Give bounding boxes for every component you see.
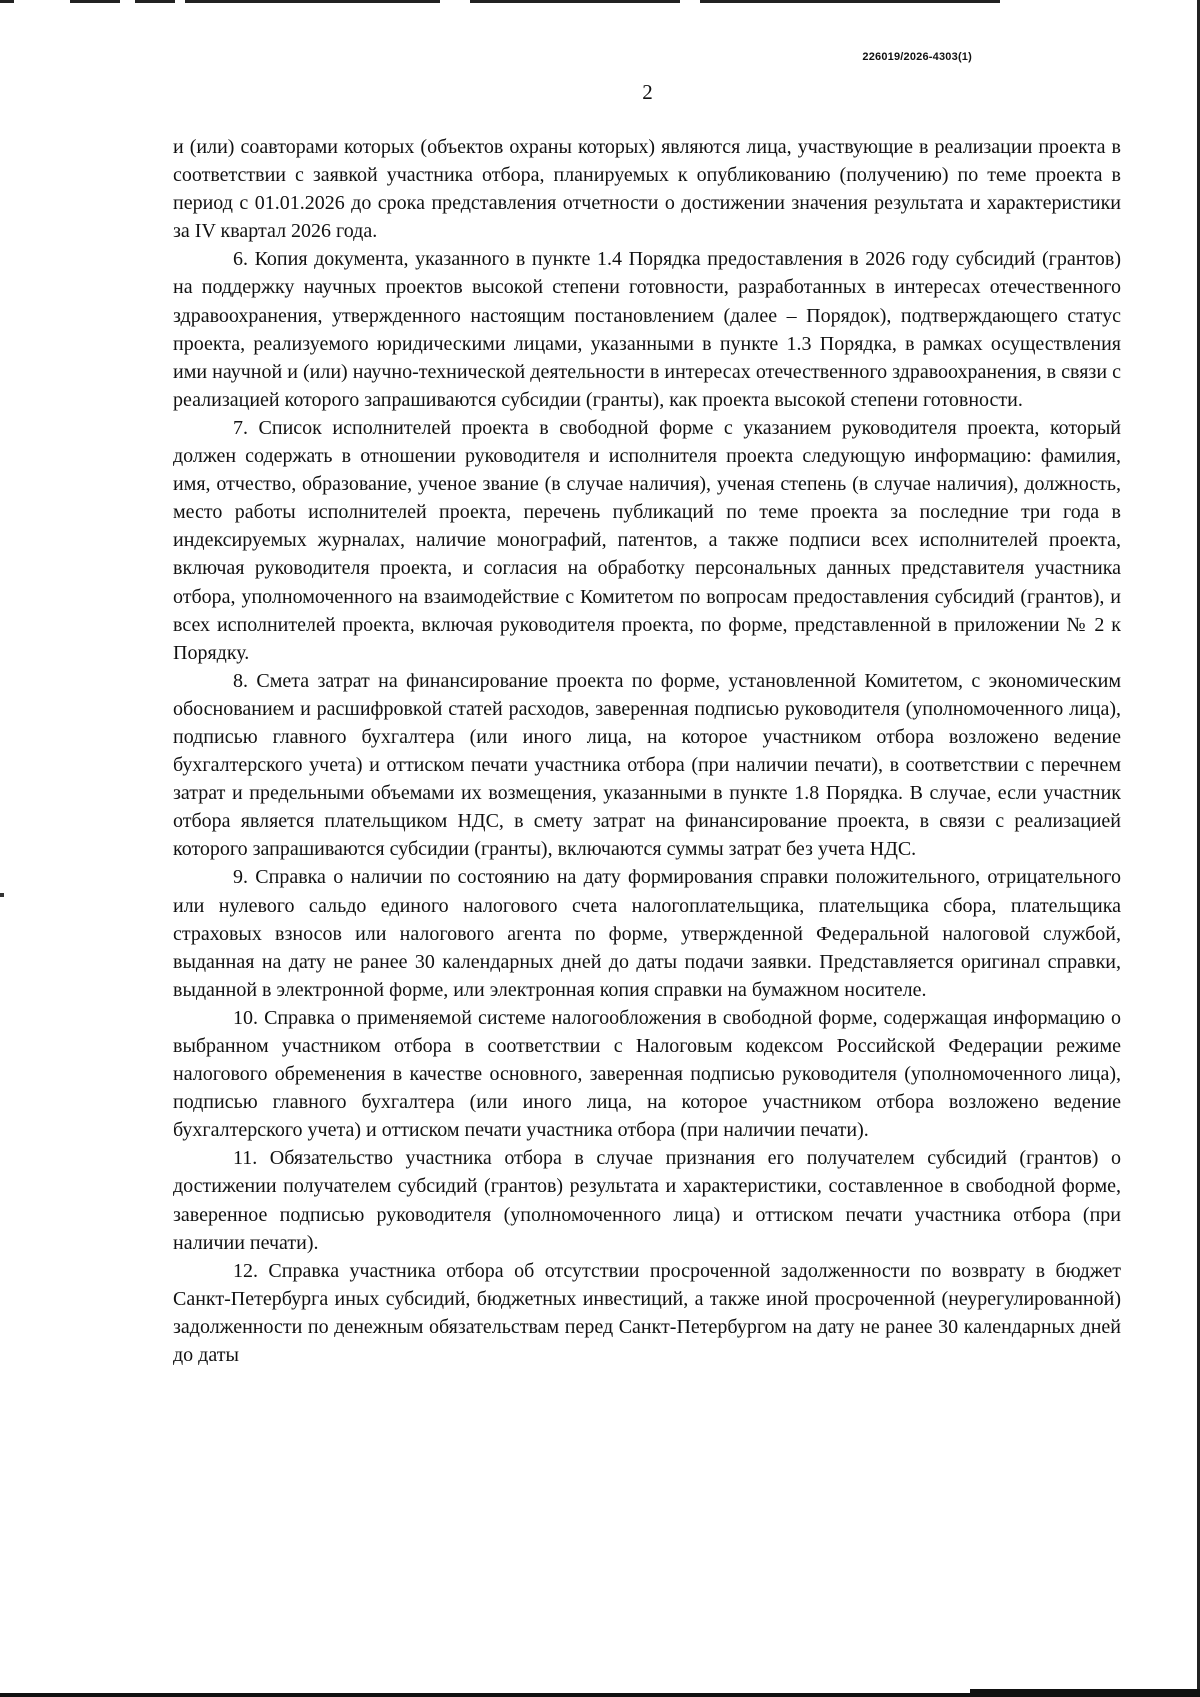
paragraph-item-12: 12. Справка участника отбора об отсутствии просроченной задолженности по возврату в бюджет Санкт-Петербурга иных субсидий, бюджетных инвестиций, а также иной просроченной (неурегулированной) задолженности по денежным обязательствам перед Санкт-Петербургом на дату не ранее 30 календарных дней до даты <box>173 1259 1121 1367</box>
paragraph-item-11: 11. Обязательство участника отбора в случае признания его получателем субсидий (грантов) о достижении получателем субсидий (грантов) результата и характеристики, составленное в свободной форме, заверенное подписью руководителя (уполномоченного лица) и оттиском печати участника отбора (при наличии печати). <box>173 1147 1121 1254</box>
paragraph-item-6: 6. Копия документа, указанного в пункте 1.4 Порядка предоставления в 2026 году субсидий (грантов) на поддержку научных проектов высокой степени готовности, разработанных в интересах отечественного здравоохранения, утвержденного настоящим постановлением (далее – Порядок), подтверждающего статус проекта, реализуемого юридическими лицами, указанными в пункте 1.3 Порядка, в рамках осуществления ими научной и (или) научно-технической деятельности в интересах отечественного здравоохранения, в связи с реализацией которого запрашиваются субсидии (гранты), как проекта высокой степени готовности. <box>173 248 1121 411</box>
paragraph-continuation: и (или) соавторами которых (объектов охраны которых) являются лица, участвующие в реализации проекта в соответствии с заявкой участника отбора, планируемых к опубликованию (получению) по теме проекта в период с 01.01.2026 до срока представления отчетности о достижении значения результата и характеристики за IV квартал 2026 года. <box>173 136 1121 243</box>
page-number: 2 <box>642 80 653 104</box>
paragraph-item-7: 7. Список исполнителей проекта в свободной форме с указанием руководителя проекта, который должен содержать в отношении руководителя и исполнителя проекта следующую информацию: фамилия, имя, отчество, образование, ученое звание (в случае наличия), ученая степень (в случае наличия), должность, место работы исполнителей проекта, перечень публикаций по теме проекта за последние три года в индексируемых журналах, наличие монографий, патентов, а также подписи всех исполнителей проекта, включая руководителя проекта, и согласия на обработку персональных данных представителя участника отбора, уполномоченного на взаимодействие с Комитетом по вопросам предоставления субсидий (грантов), и всех исполнителей проекта, включая руководителя проекта, по форме, представленной в приложении № 2 к Порядку. <box>173 416 1121 664</box>
scan-mark <box>0 893 4 897</box>
document-id: 226019/2026-4303(1) <box>862 51 972 63</box>
paragraph-item-9: 9. Справка о наличии по состоянию на дату формирования справки положительного, отрицательного или нулевого сальдо единого налогового счета налогоплательщика, плательщика сбора, плательщика страховых взносов или налогового агента по форме, утвержденной Федеральной налоговой службой, выданная на дату не ранее 30 календарных дней до даты подачи заявки. Представляется оригинал справки, выданной в электронной форме, или электронная копия справки на бумажном носителе. <box>173 866 1121 1001</box>
document-body <box>173 133 1121 1369</box>
paragraph-item-10: 10. Справка о применяемой системе налогообложения в свободной форме, содержащая информацию о выбранном участником отбора в соответствии с Налоговым кодексом Российской Федерации режиме налогового обременения в качестве основного, заверенная подписью руководителя (уполномоченного лица), подписью главного бухгалтера (или иного лица, на которое участником отбора возложено ведение бухгалтерского учета) и оттиском печати участника отбора (при наличии печати). <box>173 1006 1121 1142</box>
scan-edge-bottom <box>0 1693 1200 1697</box>
paragraph-item-8: 8. Смета затрат на финансирование проекта по форме, установленной Комитетом, с экономическим обоснованием и расшифровкой статей расходов, заверенная подписью руководителя (уполномоченного лица), подписью главного бухгалтера (или иного лица, на которое участником отбора возложено ведение бухгалтерского учета) и оттиском печати участника отбора (при наличии печати), в соответствии с перечнем затрат и предельными объемами их возмещения, указанными в пункте 1.8 Порядка. В случае, если участник отбора является плательщиком НДС, в смету затрат на финансирование проекта, в связи с реализацией которого запрашиваются субсидии (гранты), включаются суммы затрат без учета НДС. <box>173 669 1121 861</box>
scan-edge-top <box>0 0 1000 3</box>
